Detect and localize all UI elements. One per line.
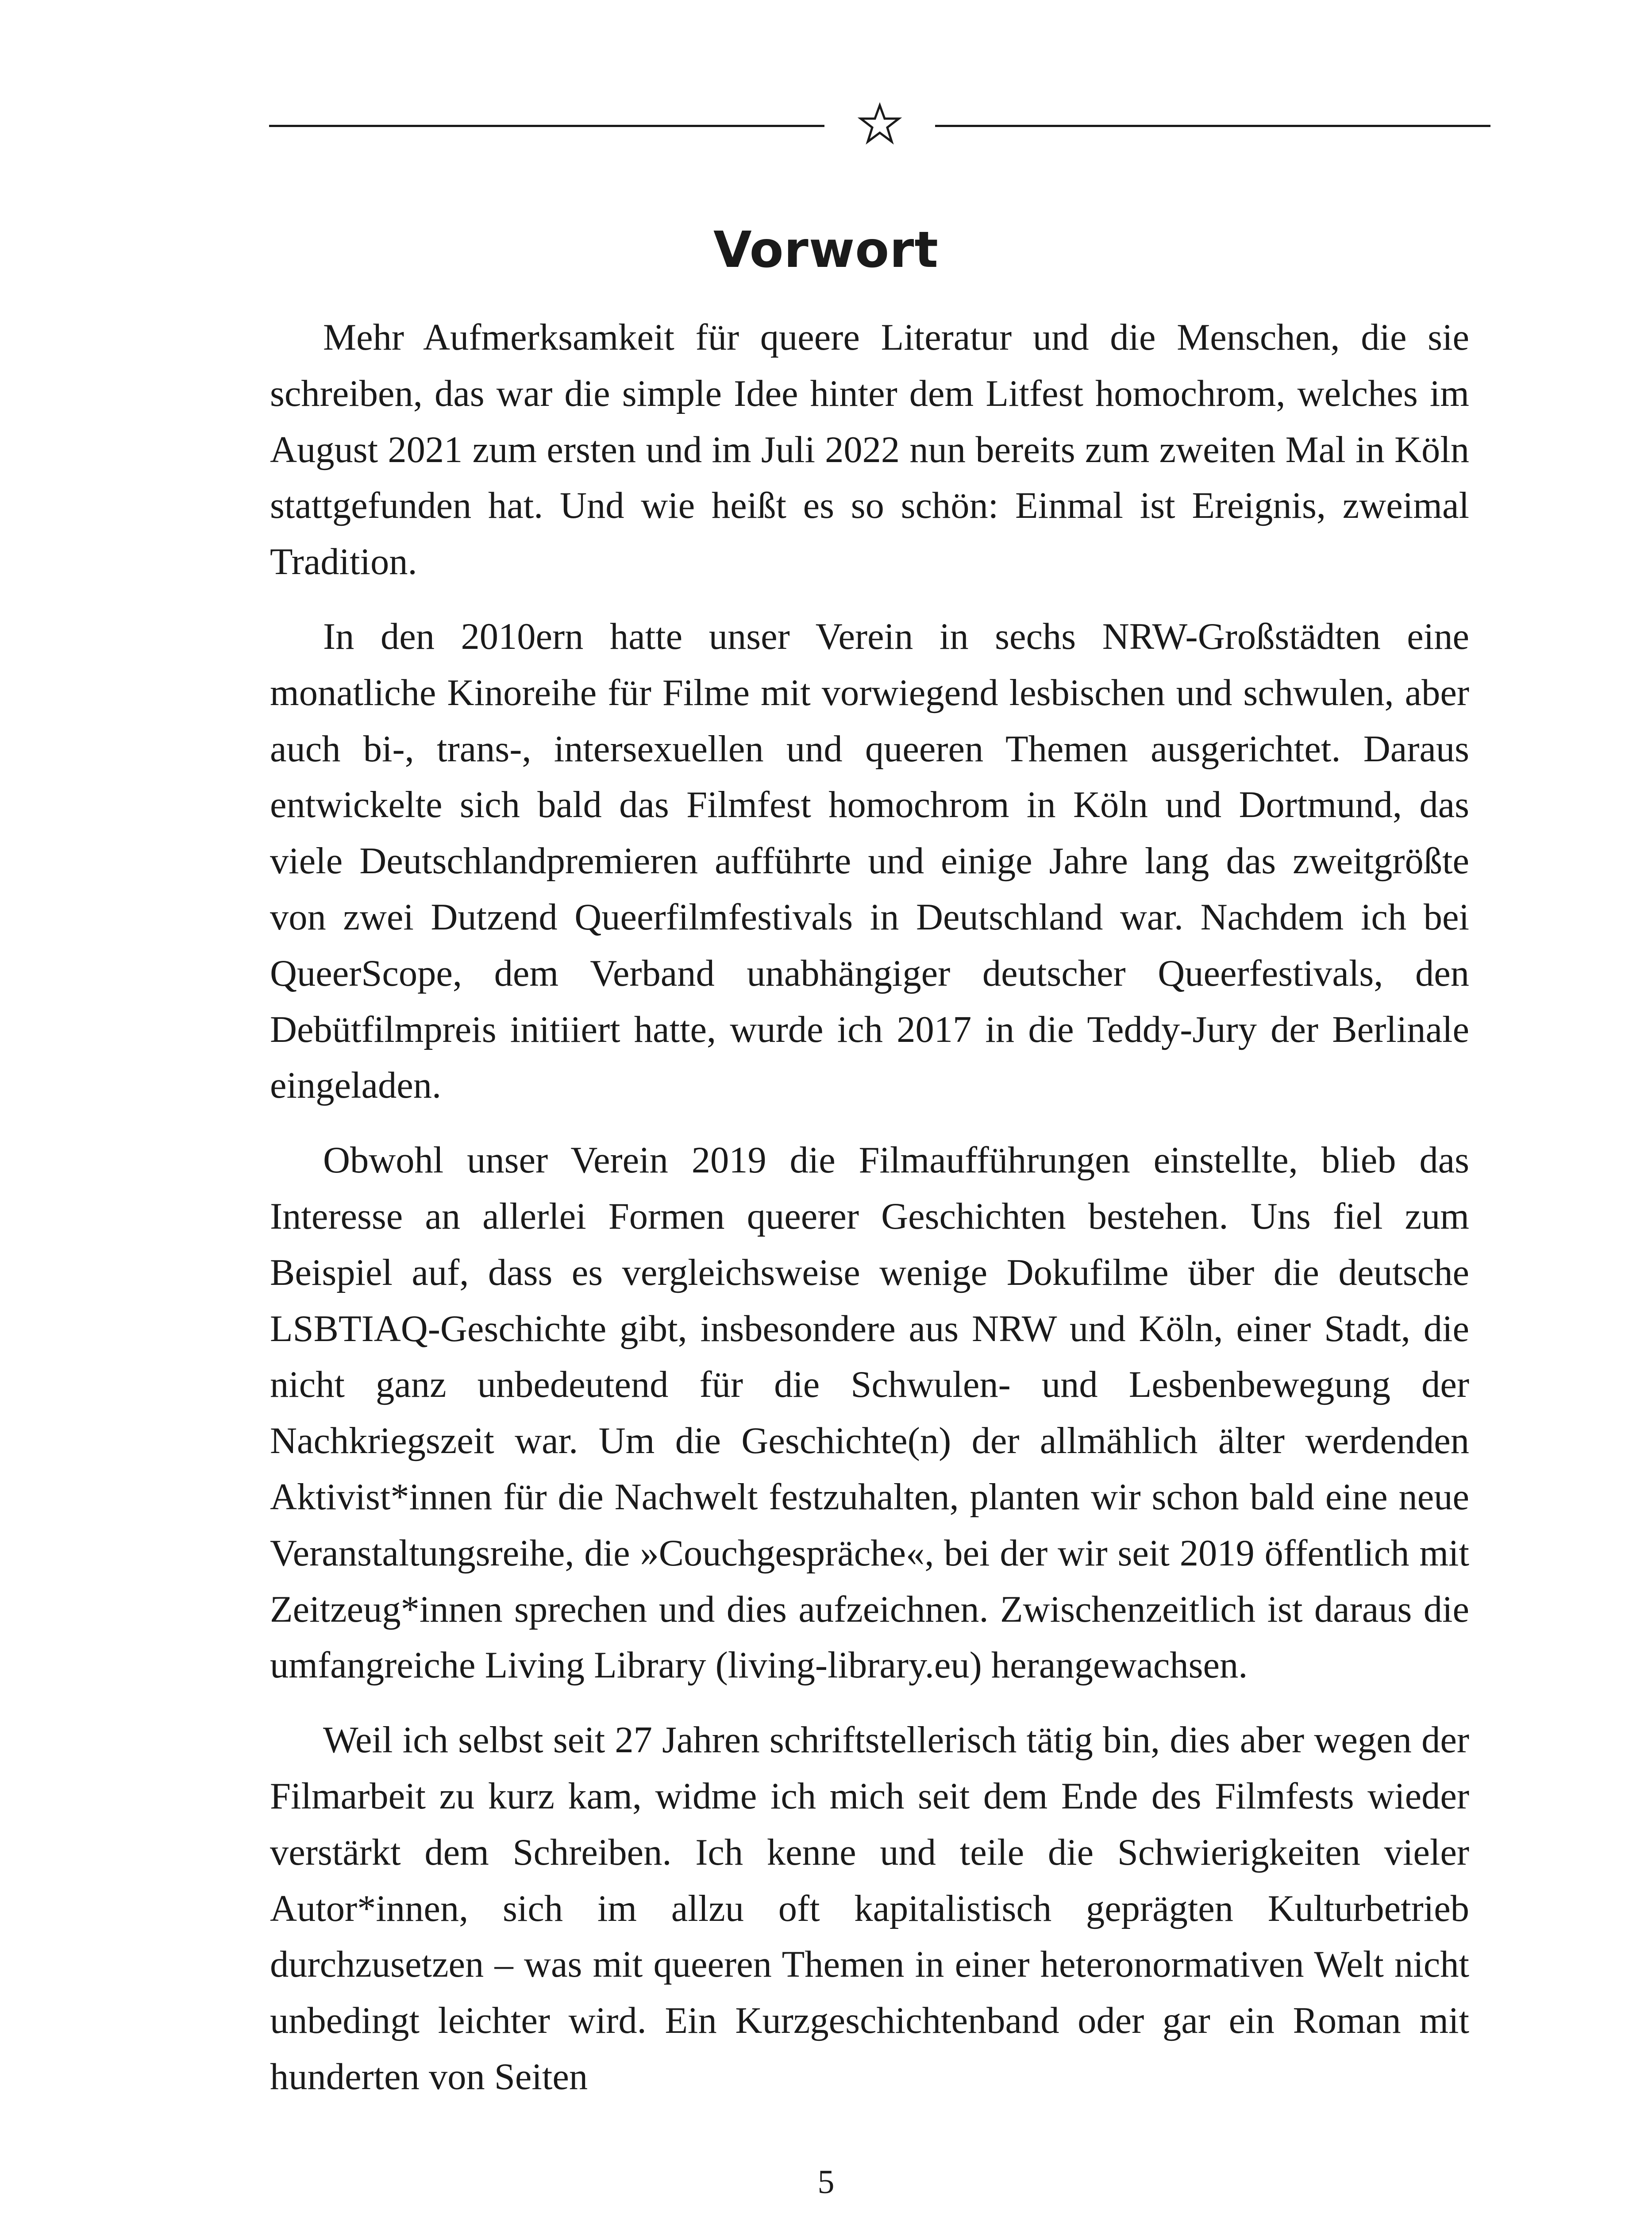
paragraph: In den 2010ern hatte unser Verein in sechs NRW-Großstädten eine monatliche Kinoreihe für Filme mit vorwiegend lesbischen und schwulen, aber auch bi-, trans-, intersexuellen und queeren Themen ausgerichtet. Daraus entwickelte sich bald das Filmfest homochrom in Köln und Dortmund, das viele Deutschlandpremieren aufführte und einige Jahre lang das zweitgrößte von zwei Dutzend Queerfilmfestivals in Deutschland war. Nachdem ich bei QueerScope, dem Verband unabhängiger deutscher Queerfestivals, den Debütfilmpreis initiiert hatte, wurde ich 2017 in die Teddy-Jury der Berlinale eingeladen. xyxy=(270,616,1469,1106)
paragraph: Mehr Aufmerksamkeit für queere Literatur und die Menschen, die sie schreiben, das war die simple Idee hinter dem Litfest homochrom, welches im August 2021 zum ersten und im Juli 2022 nun bereits zum zweiten Mal in Köln stattgefunden hat. Und wie heißt es so schön: Einmal ist Ereignis, zweimal Tradition. xyxy=(270,317,1469,583)
header-ornament xyxy=(269,102,1490,150)
paragraph: Weil ich selbst seit 27 Jahren schriftstellerisch tätig bin, dies aber wegen der Filmarbeit zu kurz kam, widme ich mich seit dem Ende des Filmfests wieder verstärkt dem Schreiben. Ich kenne und teile die Schwierigkeiten vieler Autor*innen, sich im allzu oft kapitalistisch geprägten Kulturbetrieb durchzusetzen – was mit queeren Themen in einer heteronormativen Welt nicht unbedingt leichter wird. Ein Kurzgeschichtenband oder gar ein Roman mit hunderten von Seiten xyxy=(270,1720,1469,2097)
ornament-rule-left xyxy=(269,125,824,127)
body-text xyxy=(270,310,1469,2105)
chapter-title: Vorwort xyxy=(713,221,939,279)
page-number: 5 xyxy=(817,2163,835,2201)
ornament-rule-right xyxy=(935,125,1490,127)
paragraph: Obwohl unser Verein 2019 die Filmaufführungen einstellte, blieb das Interesse an allerlei Formen queerer Geschichten bestehen. Uns fiel zum Beispiel auf, dass es vergleichsweise wenige Dokufilme über die deutsche LSBTIAQ-Geschichte gibt, insbesondere aus NRW und Köln, einer Stadt, die nicht ganz unbedeutend für die Schwulen- und Lesbenbewegung der Nachkriegszeit war. Um die Geschichte(n) der allmählich älter werdenden Aktivist*innen für die Nachwelt festzuhalten, planten wir schon bald eine neue Veranstaltungsreihe, die »Couchgespräche«, bei der wir seit 2019 öffentlich mit Zeitzeug*innen sprechen und dies aufzeichnen. Zwischenzeitlich ist daraus die umfangreiche Living Library (living-library.eu) herangewachsen. xyxy=(270,1140,1469,1686)
star-outline-icon xyxy=(858,102,902,146)
